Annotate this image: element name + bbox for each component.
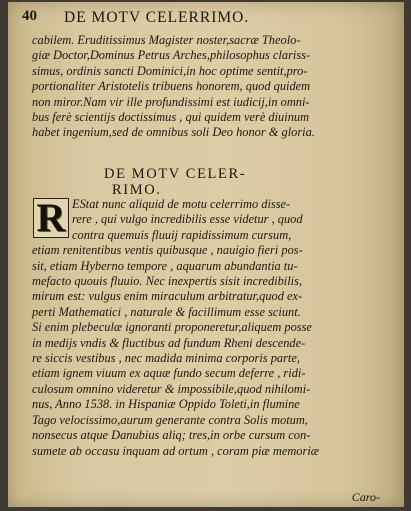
text-line: non miror.Nam vir ille profundissimi est iudicij,in omni- [32,94,310,109]
text-line: portionaliter Aristotelis tribuens honorem, quod quidem [32,79,311,94]
section-title [104,166,246,198]
text-line: sit, etiam Hyberno tempore , aquarum abundantia tu- [32,258,298,273]
catchword: Caro- [351,490,380,504]
text-line: sumete ab occasu inquam ad ortum , coram piæ memoriæ [32,443,320,458]
text-line: contra quemuis fluuij rapidissimum cursum, [72,227,292,242]
text-line: mefacto quouis fluuio. Nec inexpertis sisit incredibilis, [32,274,303,289]
book-page [8,2,404,507]
text-line: rere , qui vulgo incredibilis esse videtur , quod [72,212,303,227]
text-line: culosum omnino videretur & impossibile,quod nihilomi- [32,381,311,396]
page-header [22,8,398,30]
text-line: in medijs vndis & fluctibus ad fundum Rheni descende- [32,335,306,350]
text-line: Si enim plebeculæ ignoranti proponeretur,aliquem posse [32,320,312,335]
text-line: mirum est: vulgus enim miraculum arbitratur,quod ex- [32,289,303,304]
text-line: Tago velocissimo,aurum generante contra Solis motum, [32,412,308,427]
text-line: habet ingenium,sed de omnibus soli Deo honor & gloria. [32,125,315,140]
text-line: giæ Doctor,Dominus Petrus Arches,philosophus clariss- [32,48,311,63]
text-line: nus, Anno 1538. in Hispaniæ Oppido Toleti,in flumine [32,397,300,412]
text-line: EStat nunc aliquid de motu celerrimo disse- [72,197,291,211]
running-head: DE MOTV CELERRIMO. [64,9,250,26]
text-line: simus, ordinis sancti Dominici,in hoc optime sentit,pro- [32,63,308,78]
paragraph-1 [32,33,392,141]
text-line: re siccis vestibus , nec madida minima corporis parte, [32,351,300,366]
text-line: bus ferè scientijs doctissimus , qui quidem verè diuinum [32,110,310,125]
section-title-line-2: RIMO. [112,182,162,198]
drop-cap-letter: R [36,195,66,240]
text-line: etiam ignem viuum ex aquæ fundo secum deferre , ridi- [32,366,306,381]
text-line: perti Mathematici , naturale & facillimum esse sciunt. [32,304,301,319]
paragraph-2 [32,197,392,459]
text-line: etiam renitentibus ventis quibusque , nauigio fieri pos- [32,243,303,258]
text-line: nonsecus atque Danubius aliq; tres,in orbe cursum con- [32,428,311,443]
text-line: cabilem. Eruditissimus Magister noster,sacræ Theolo- [32,33,301,47]
section-title-line-1: DE MOTV CELER- [104,166,247,182]
page-number: 40 [22,8,37,24]
